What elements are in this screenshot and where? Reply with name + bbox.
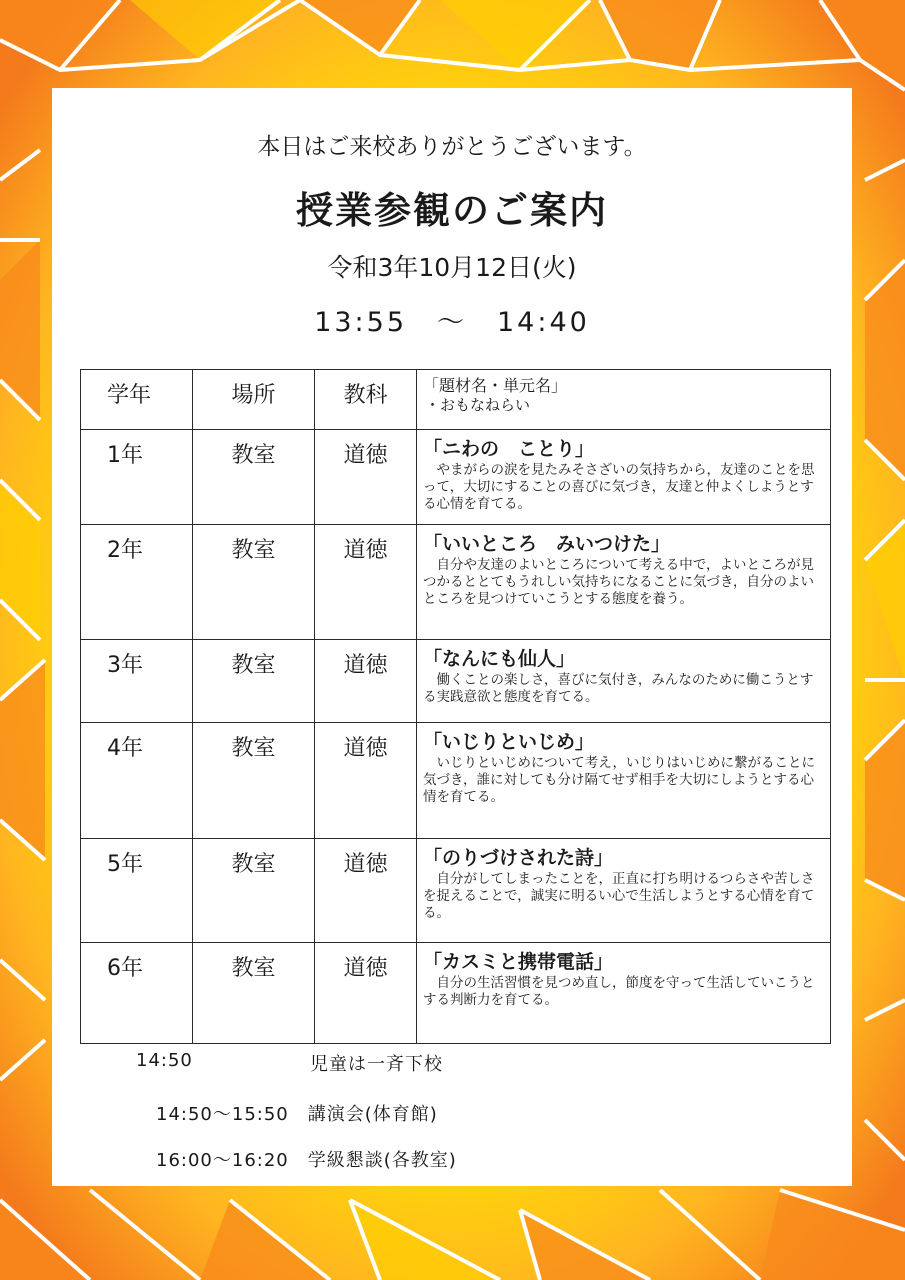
page-title: 授業参観のご案内 — [296, 189, 608, 232]
row-place: 教室 — [193, 525, 315, 640]
row-subject: 道徳 — [315, 640, 417, 723]
row-grade: 5年 — [81, 839, 193, 943]
row-description — [417, 640, 831, 723]
row-grade: 1年 — [81, 430, 193, 525]
row-description — [417, 943, 831, 1044]
row-aim: 自分がしてしまったことを，正直に打ち明けるつらさや苦しさを捉えることで，誠実に明るい心で生活しようとする心情を育てる。 — [423, 871, 815, 921]
row-place: 教室 — [193, 723, 315, 839]
row-subject: 道徳 — [315, 839, 417, 943]
header-grade: 学年 — [81, 370, 193, 430]
greeting-text: 本日はご来校ありがとうございます。 — [257, 134, 647, 160]
class-observation-table — [80, 369, 831, 1044]
table-row — [81, 430, 831, 525]
dismissal-time: 14:50 — [136, 1050, 193, 1071]
row-place: 教室 — [193, 943, 315, 1044]
row-aim: いじりといじめについて考え，いじりはいじめに繋がることに気づき，誰に対しても分け隔てせず相手を大切にしようとする心情を育てる。 — [423, 755, 816, 805]
event-time: 13:55 ～ 14:40 — [314, 307, 590, 338]
row-unit: 「カスミと携帯電話」 — [423, 951, 614, 973]
header-unit: 「題材名・単元名」 — [423, 376, 568, 395]
row-description — [417, 525, 831, 640]
table-row — [81, 943, 831, 1044]
row-description — [417, 430, 831, 525]
row-grade: 3年 — [81, 640, 193, 723]
row-description — [417, 839, 831, 943]
row-place: 教室 — [193, 640, 315, 723]
row-grade: 4年 — [81, 723, 193, 839]
row-aim: 働くことの楽しさ，喜びに気付き，みんなのために働こうとする実践意欲と態度を育てる。 — [423, 672, 814, 705]
row-subject: 道徳 — [315, 430, 417, 525]
table-row — [81, 723, 831, 839]
row-grade: 2年 — [81, 525, 193, 640]
row-unit: 「なんにも仙人」 — [423, 648, 576, 670]
row-place: 教室 — [193, 839, 315, 943]
row-unit: 「いいところ みいつけた」 — [423, 533, 671, 555]
row-subject: 道徳 — [315, 525, 417, 640]
row-description — [417, 723, 831, 839]
row-unit: 「いじりといじめ」 — [423, 731, 595, 753]
header-place: 場所 — [193, 370, 315, 430]
announcement-card — [52, 88, 852, 1186]
row-aim: 自分や友達のよいところについて考える中で，よいところが見つかるととてもうれしい気持ちになることに気づき，自分のよいところを見つけていこうとする態度を養う。 — [423, 557, 814, 607]
row-subject: 道徳 — [315, 723, 417, 839]
row-subject: 道徳 — [315, 943, 417, 1044]
row-place: 教室 — [193, 430, 315, 525]
conference-schedule: 16:00～16:20 学級懇談(各教室) — [156, 1150, 457, 1171]
row-aim: やまがらの涙を見たみそさざいの気持ちから，友達のことを思って，大切にすることの喜びに気づき，友達と仲よくしようとする心情を育てる。 — [423, 462, 815, 512]
table-row — [81, 525, 831, 640]
header-aim: ・おもなねらい — [425, 396, 531, 414]
header-description — [417, 370, 831, 430]
event-date: 令和3年10月12日(火) — [327, 253, 577, 282]
row-aim: 自分の生活習慣を見つめ直し，節度を守って生活していこうとする判断力を育てる。 — [423, 975, 815, 1008]
row-unit: 「のりづけされた詩」 — [423, 847, 614, 869]
lecture-schedule: 14:50～15:50 講演会(体育館) — [156, 1104, 438, 1125]
header-subject: 教科 — [315, 370, 417, 430]
row-unit: 「ニわの ことり」 — [423, 438, 595, 460]
row-grade: 6年 — [81, 943, 193, 1044]
table-header-row — [81, 370, 831, 430]
dismissal-text: 児童は一斉下校 — [310, 1054, 443, 1075]
table-row — [81, 640, 831, 723]
table-row — [81, 839, 831, 943]
